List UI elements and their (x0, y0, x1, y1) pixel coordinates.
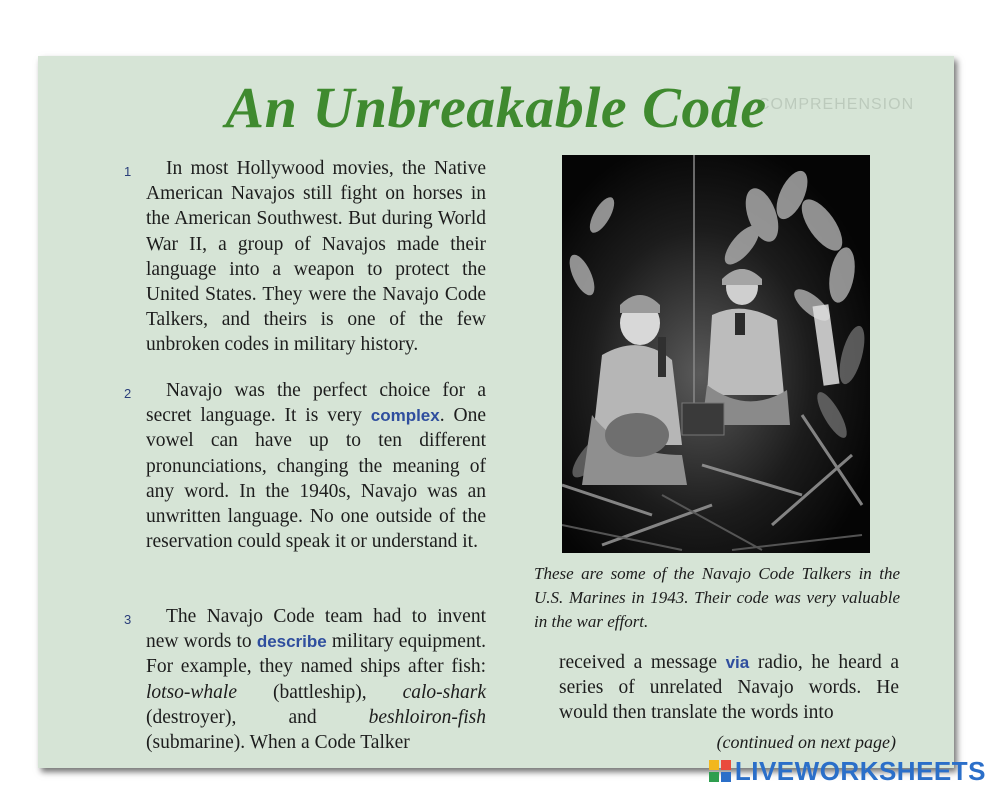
continued-label: (continued on next page) (716, 732, 896, 752)
liveworksheets-logo-icon (709, 760, 731, 782)
vocab-word-describe: describe (256, 632, 327, 652)
paragraph-number: 1 (124, 164, 132, 179)
brand-name: LIVEWORKSHEETS (734, 755, 986, 786)
paragraph-text: Navajo was the perfect choice for a secret language. It is very (146, 380, 486, 427)
vocab-word-complex: complex (370, 406, 440, 426)
photo-caption: These are some of the Navajo Code Talkers in the U.S. Marines in 1943. Their code was very valuable in the war effort. (534, 564, 900, 631)
paragraph-1 (124, 156, 486, 358)
paragraph-text: (submarine). When a Code Talker (146, 732, 410, 754)
paragraph-text: . One vowel can have up to ten different pronunciations, changing the meaning of any word. In the 1940s, Navajo was an unwritten language. No one outside of the reservation could speak it or understand it. (146, 405, 486, 553)
paragraph-text: (destroyer), and (146, 706, 369, 728)
worksheet-page (38, 56, 954, 768)
liveworksheets-watermark (709, 756, 986, 786)
paragraph-number: 3 (124, 612, 132, 627)
paragraph-text: In most Hollywood movies, the Native American Navajos still fight on horses in the American Southwest. But during World War II, a group of Navajos made their language into a weapon to protect the United States. They were the Navajo Code Talkers, and theirs is one of the few unbroken codes in military history. (146, 158, 486, 356)
paragraph-text: radio, he heard a series of unrelated Navajo words. He would then translate the words into (559, 652, 899, 724)
paragraph-number: 2 (124, 386, 132, 401)
paragraph-text: The Navajo Code team had to invent new words to (146, 606, 486, 653)
paragraph-text: received a message (559, 652, 726, 673)
photo-illustration (562, 155, 870, 553)
paragraph-text: military equipment. For example, they named ships after fish: (146, 631, 486, 678)
paragraph-2 (124, 378, 486, 554)
bleed-through-text: COMPREHENSION (758, 96, 915, 113)
italic-term: calo-shark (402, 681, 486, 703)
paragraph-3-continuation (559, 650, 899, 726)
page-title: An Unbreakable Code (225, 75, 767, 140)
vocab-word-via: via (725, 653, 750, 672)
historical-photo (562, 155, 870, 553)
paragraph-text: (battleship), (237, 681, 403, 703)
italic-term: beshloiron-fish (368, 706, 486, 728)
paragraph-3 (124, 604, 486, 755)
italic-term: lotso-whale (146, 681, 237, 703)
